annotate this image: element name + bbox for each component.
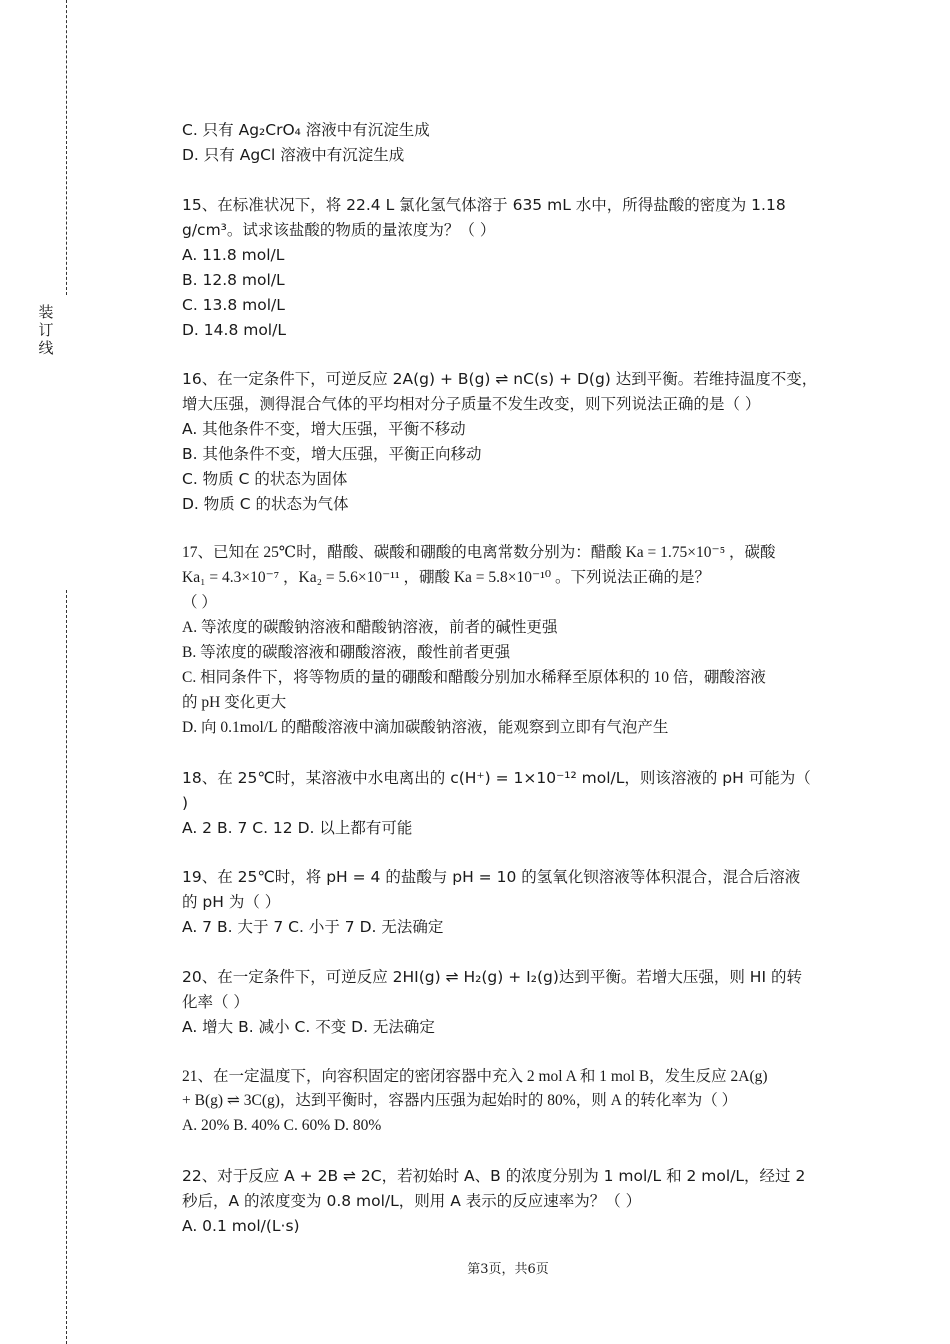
options: A. 20% B. 40% C. 60% D. 80% bbox=[182, 1117, 382, 1134]
options: A. 增大 B. 减小 C. 不变 D. 无法确定 bbox=[182, 1018, 435, 1036]
option-c: C. 13.8 mol/L bbox=[182, 296, 285, 314]
question-15: 15、在标准状况下，将 22.4 L 氯化氢气体溶于 635 mL 水中，所得盐酸的密度为 1.18 bbox=[182, 196, 786, 214]
option-b: B. 12.8 mol/L bbox=[182, 271, 285, 289]
question-18: 18、在 25℃时，某溶液中水电离出的 c(H⁺) = 1×10⁻¹² mol/L，则该溶液的 pH 可能为（ bbox=[182, 769, 811, 787]
option-d: D. 14.8 mol/L bbox=[182, 321, 286, 339]
question-22-cont: 秒后，A 的浓度变为 0.8 mol/L，则用 A 表示的反应速率为？（ ） bbox=[182, 1192, 642, 1210]
option-c-cont: 的 pH 变化更大 bbox=[182, 694, 287, 711]
question-15-cont: g/cm³。试求该盐酸的物质的量浓度为？（ ） bbox=[182, 221, 496, 239]
binding-label: 装订线 bbox=[38, 303, 54, 357]
options: A. 2 B. 7 C. 12 D. 以上都有可能 bbox=[182, 819, 413, 837]
question-16: 16、在一定条件下，可逆反应 2A(g) + B(g) ⇌ nC(s) + D(g) 达到平衡。若维持温度不变， bbox=[182, 370, 818, 388]
question-21: 21、在一定温度下，向容积固定的密闭容器中充入 2 mol A 和 1 mol B，发生反应 2A(g) bbox=[182, 1068, 768, 1085]
option-b: B. 其他条件不变，增大压强，平衡正向移动 bbox=[182, 445, 482, 463]
option-b: B. 等浓度的碳酸溶液和硼酸溶液，酸性前者更强 bbox=[182, 644, 511, 661]
question-20: 20、在一定条件下，可逆反应 2HI(g) ⇌ H₂(g) + I₂(g)达到平衡。若增大压强，则 HI 的转 bbox=[182, 968, 802, 986]
option-c: C. 物质 C 的状态为固体 bbox=[182, 470, 348, 488]
question-17-paren: （ ） bbox=[182, 594, 217, 611]
question-17-cont: Ka₁ = 4.3×10⁻⁷ ，Ka₂ = 5.6×10⁻¹¹ ，硼酸 Ka = 5.8×10⁻¹⁰ 。下列说法正确的是？ bbox=[182, 569, 710, 586]
option-c: C. 只有 Ag₂CrO₄ 溶液中有沉淀生成 bbox=[182, 121, 430, 139]
option-a: A. 等浓度的碳酸钠溶液和醋酸钠溶液，前者的碱性更强 bbox=[182, 619, 558, 636]
option-a: A. 其他条件不变，增大压强，平衡不移动 bbox=[182, 420, 466, 438]
options: A. 7 B. 大于 7 C. 小于 7 D. 无法确定 bbox=[182, 918, 444, 936]
option-d: D. 物质 C 的状态为气体 bbox=[182, 495, 349, 513]
question-16-cont: 增大压强，测得混合气体的平均相对分子质量不发生改变，则下列说法正确的是（ ） bbox=[182, 395, 761, 413]
option-a: A. 0.1 mol/(L·s) bbox=[182, 1217, 300, 1235]
question-19-cont: 的 pH 为（ ） bbox=[182, 893, 281, 911]
page-footer: 第3页，共6页 bbox=[467, 1262, 549, 1277]
question-20-cont: 化率（ ） bbox=[182, 993, 249, 1011]
question-17: 17、已知在 25℃时，醋酸、碳酸和硼酸的电离常数分别为：醋酸 Ka = 1.75×10⁻⁵ ，碳酸 bbox=[182, 544, 776, 561]
question-19: 19、在 25℃时，将 pH = 4 的盐酸与 pH = 10 的氢氧化钡溶液等体积混合，混合后溶液 bbox=[182, 868, 801, 886]
question-21-cont: + B(g) ⇌ 3C(g)，达到平衡时，容器内压强为起始时的 80%，则 A 的转化率为（ ） bbox=[182, 1092, 738, 1109]
binding-line-bottom bbox=[66, 590, 67, 1344]
option-c: C. 相同条件下，将等物质的量的硼酸和醋酸分别加水稀释至原体积的 10 倍，硼酸溶液 bbox=[182, 669, 766, 686]
option-d: D. 只有 AgCl 溶液中有沉淀生成 bbox=[182, 146, 405, 164]
option-a: A. 11.8 mol/L bbox=[182, 246, 285, 264]
option-d: D. 向 0.1mol/L 的醋酸溶液中滴加碳酸钠溶液，能观察到立即有气泡产生 bbox=[182, 719, 669, 736]
binding-line-top bbox=[66, 0, 67, 295]
question-18-cont: ) bbox=[182, 794, 189, 812]
question-22: 22、对于反应 A + 2B ⇌ 2C，若初始时 A、B 的浓度分别为 1 mol/L 和 2 mol/L，经过 2 bbox=[182, 1167, 806, 1185]
